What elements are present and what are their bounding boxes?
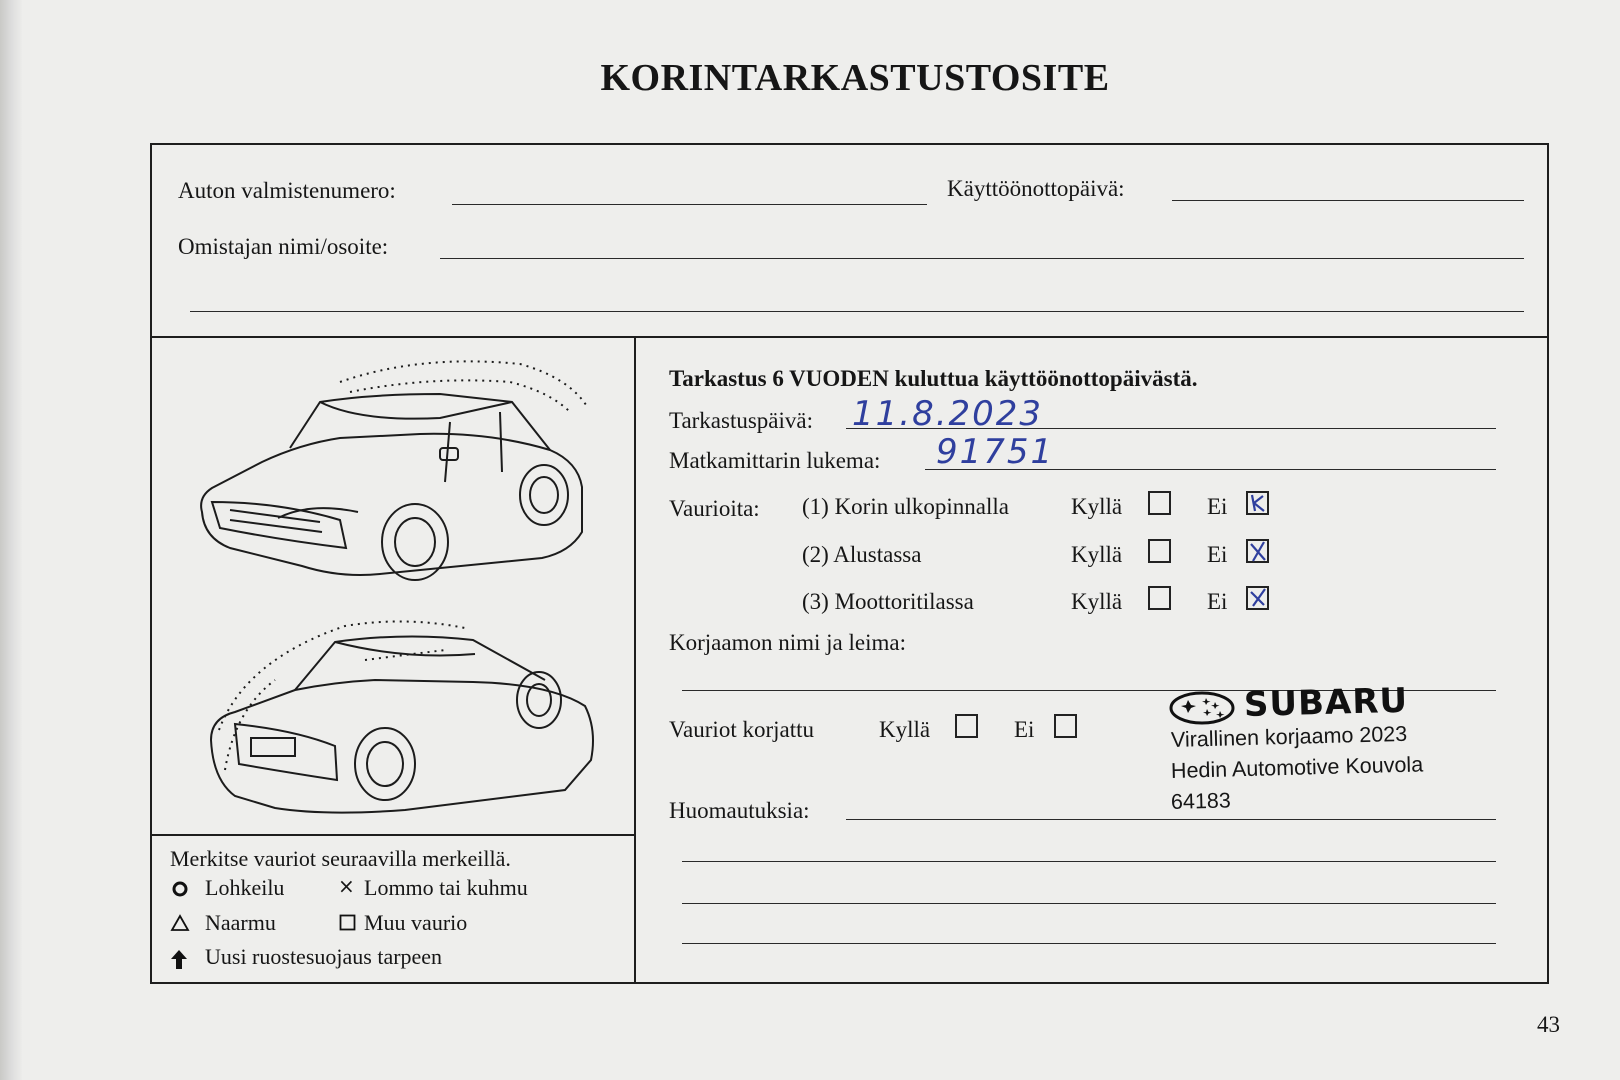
yes-label: Kyllä [1071, 494, 1123, 519]
odometer-value: 91751 [936, 432, 1055, 472]
remarks-field-line2[interactable] [682, 861, 1496, 862]
stamp-line-dealer: Hedin Automotive Kouvola [1170, 752, 1424, 783]
owner-label: Omistajan nimi/osoite: [178, 234, 389, 259]
body-yes-checkbox[interactable] [1148, 491, 1171, 515]
legend-chip-label: Lohkeilu [205, 875, 285, 900]
damage-row-underbody: (2) Alustassa [802, 542, 922, 567]
no-label: Ei [1207, 542, 1228, 567]
commission-date-label: Käyttöönottopäivä: [947, 176, 1125, 201]
inspection-date-value: 11.8.2023 [852, 394, 1044, 434]
legend-intro: Merkitse vauriot seuraavilla merkeillä. [170, 846, 511, 871]
legend-other-label: Muu vaurio [364, 910, 468, 935]
stamp-line-code: 64183 [1170, 788, 1232, 814]
subaru-brand-text: SUBARU [1243, 680, 1409, 725]
arrow-up-icon [169, 948, 189, 970]
check-mark-icon [1246, 539, 1269, 563]
remarks-field-line4[interactable] [682, 943, 1496, 944]
inspection-heading: Tarkastus 6 VUODEN kuluttua käyttöönottopäivästä. [669, 366, 1198, 391]
no-label: Ei [1207, 589, 1228, 614]
column-divider [634, 337, 636, 982]
repaired-no-checkbox[interactable] [1054, 714, 1077, 738]
page-number: 43 [1537, 1012, 1560, 1037]
book-spine-shadow [0, 0, 22, 1080]
legend-scratch-label: Naarmu [205, 910, 276, 935]
header-divider [150, 336, 1547, 338]
legend-dent-label: Lommo tai kuhmu [364, 875, 528, 900]
damage-label: Vaurioita: [669, 496, 760, 521]
no-label: Ei [1207, 494, 1228, 519]
underbody-yes-checkbox[interactable] [1148, 539, 1171, 563]
engine-bay-no-checkbox[interactable] [1246, 586, 1269, 610]
remarks-field-line3[interactable] [682, 903, 1496, 904]
legend-rustproof-label: Uusi ruostesuojaus tarpeen [205, 944, 443, 969]
subaru-logo-icon [1168, 690, 1236, 726]
repaired-yes-checkbox[interactable] [955, 714, 978, 738]
body-no-checkbox[interactable] [1246, 491, 1269, 515]
circle-symbol-icon [171, 880, 189, 898]
inspection-date-label: Tarkastuspäivä: [669, 408, 814, 433]
damage-row-engine-bay: (3) Moottoritilassa [802, 589, 974, 614]
commission-date-field[interactable] [1172, 200, 1524, 201]
square-symbol-icon [339, 914, 356, 931]
shop-name-label: Korjaamon nimi ja leima: [669, 630, 906, 655]
yes-label: Kyllä [1071, 589, 1123, 614]
odometer-label: Matkamittarin lukema: [669, 448, 881, 473]
legend-divider [150, 834, 636, 836]
damage-row-body: (1) Korin ulkopinnalla [802, 494, 1009, 519]
check-mark-icon [1246, 491, 1269, 515]
triangle-symbol-icon [170, 914, 190, 932]
owner-field[interactable] [440, 258, 1524, 259]
remarks-field[interactable] [846, 819, 1496, 820]
page-title: KORINTARKASTUSTOSITE [600, 57, 1110, 99]
stamp-line-workshop: Virallinen korjaamo 2023 [1170, 721, 1408, 752]
car-front-illustration [190, 352, 610, 592]
dent-symbol-icon: × [338, 874, 355, 898]
serial-number-field[interactable] [452, 204, 927, 205]
engine-bay-yes-checkbox[interactable] [1148, 586, 1171, 610]
serial-number-label: Auton valmistenumero: [178, 178, 396, 203]
check-mark-icon [1246, 586, 1269, 610]
remarks-label: Huomautuksia: [669, 798, 810, 823]
repaired-label: Vauriot korjattu [669, 717, 814, 742]
repaired-yes-label: Kyllä [879, 717, 931, 742]
repaired-no-label: Ei [1014, 717, 1035, 742]
yes-label: Kyllä [1071, 542, 1123, 567]
owner-field-line2[interactable] [190, 311, 1524, 312]
car-rear-illustration [205, 620, 605, 830]
underbody-no-checkbox[interactable] [1246, 539, 1269, 563]
